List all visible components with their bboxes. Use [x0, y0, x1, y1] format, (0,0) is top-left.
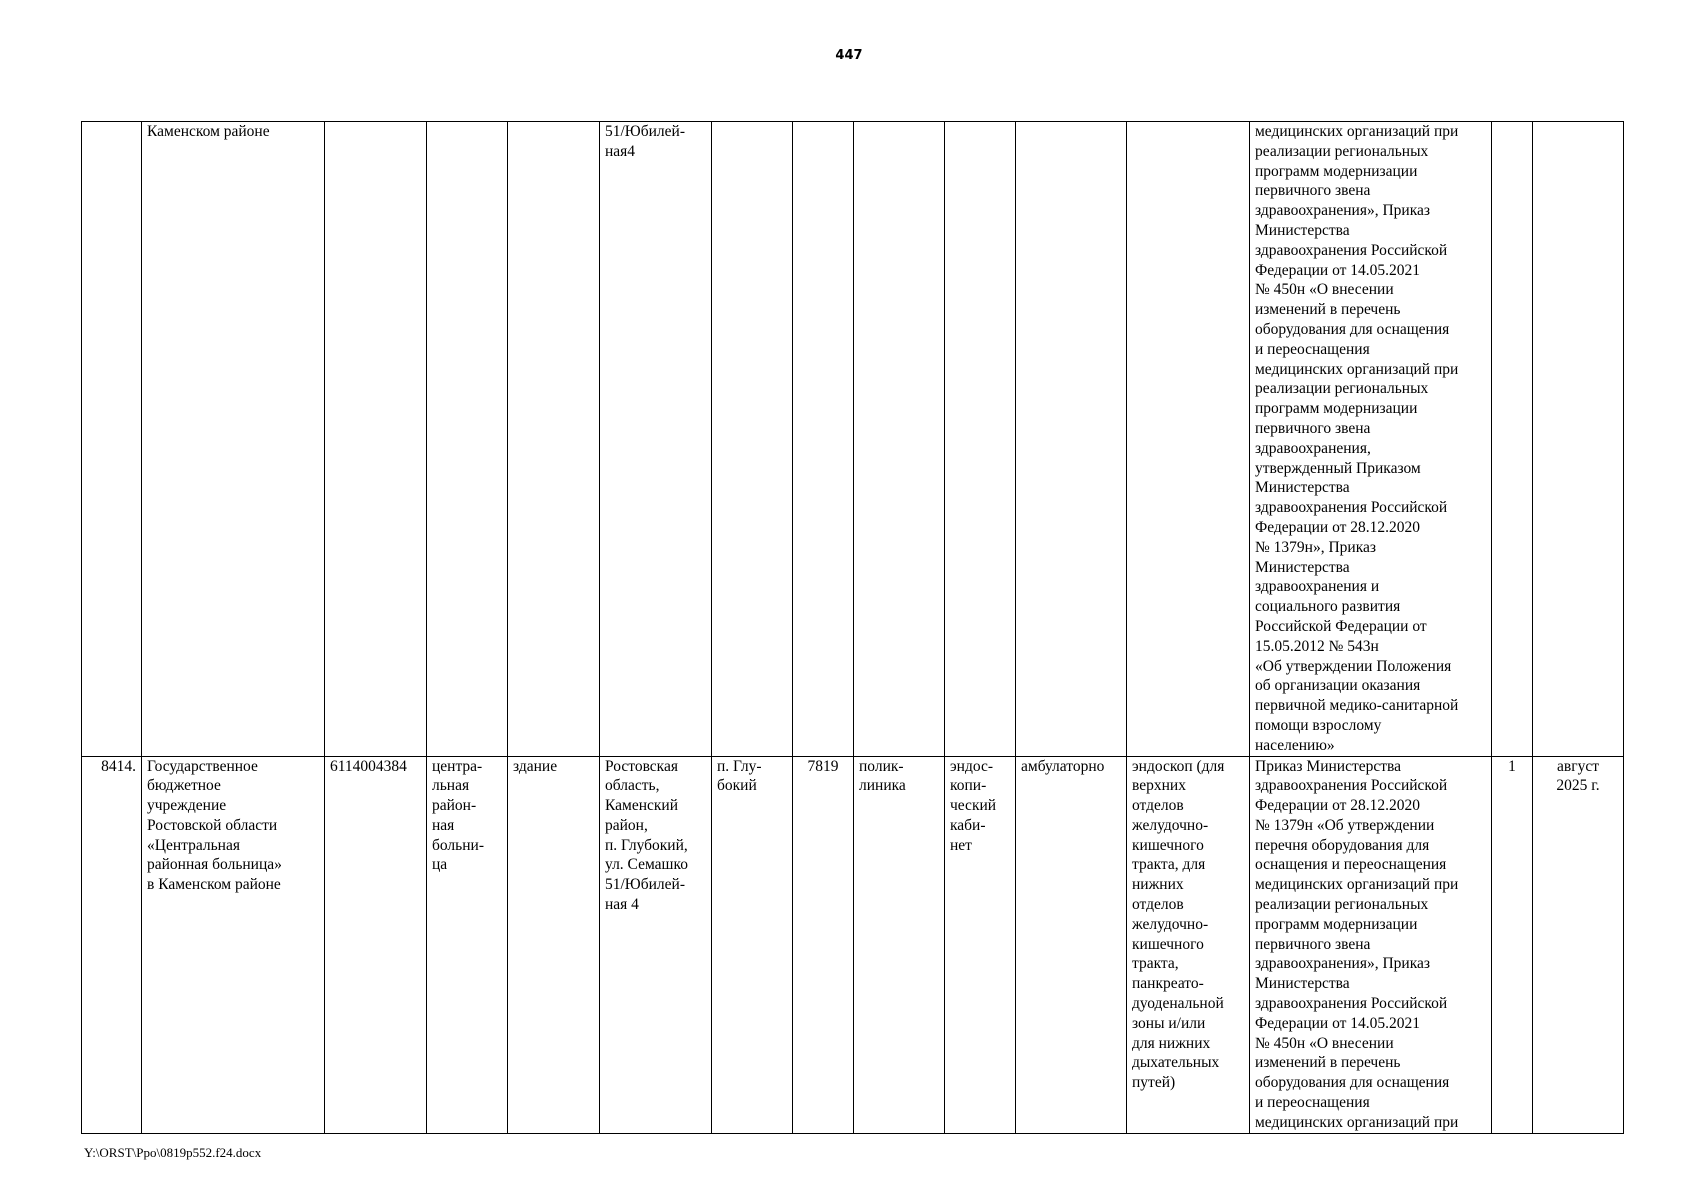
cell-room [945, 122, 1016, 757]
cell-institution: Государственное бюджетное учреждение Ростовской области «Центральная районная больница» в Каменском районе [142, 756, 325, 1133]
table-row [82, 122, 1624, 757]
cell-address: 51/Юбилей- ная4 [600, 122, 712, 757]
cell-institution: Каменском районе [142, 122, 325, 757]
cell-conditions [1016, 122, 1127, 757]
cell-institution-type: центра- льная район- ная больни- ца [427, 756, 508, 1133]
cell-row-number: 8414. [82, 756, 142, 1133]
cell-quantity: 1 [1492, 756, 1533, 1133]
cell-code [793, 122, 854, 757]
cell-quantity [1492, 122, 1533, 757]
cell-inn [325, 122, 427, 757]
cell-unit [854, 122, 945, 757]
file-path-footer: Y:\ORST\Ppo\0819p552.f24.docx [84, 1145, 262, 1160]
cell-date: август 2025 г. [1533, 756, 1624, 1133]
cell-unit: полик- линика [854, 756, 945, 1133]
cell-row-number [82, 122, 142, 757]
page-number: 447 [835, 48, 863, 63]
table-row [82, 756, 1624, 1133]
cell-basis: Приказ Министерства здравоохранения Российской Федерации от 28.12.2020 № 1379н «Об утверждении перечня оборудования для оснащения и переоснащения медицинских организаций при реализации региональных программ модернизации первичного звена здравоохранения», Приказ Министерства здравоохранения Российской Федерации от 14.05.2021 № 450н «О внесении изменений в перечень оборудования для оснащения и переоснащения медицинских организаций при [1250, 756, 1492, 1133]
cell-code: 7819 [793, 756, 854, 1133]
cell-basis: медицинских организаций при реализации региональных программ модернизации первичного звена здравоохранения», Приказ Министерства здравоохранения Российской Федерации от 14.05.2021 № 450н «О внесении изменений в перечень оборудования для оснащения и переоснащения медицинских организаций при реализации региональных программ модернизации первичного звена здравоохранения, утвержденный Приказом Министерства здравоохранения Российской Федерации от 28.12.2020 № 1379н», Приказ Министерства здравоохранения и социального развития Российской Федерации от 15.05.2012 № 543н «Об утверждении Положения об организации оказания первичной медико-санитарной помощи взрослому населению» [1250, 122, 1492, 757]
cell-equipment: эндоскоп (для верхних отделов желудочно- кишечного тракта, для нижних отделов желудочно- кишечного тракта, панкреато- дуоденальной зоны и/или для нижних дыхательных путей) [1127, 756, 1250, 1133]
cell-locality: п. Глу- бокий [712, 756, 793, 1133]
cell-date [1533, 122, 1624, 757]
cell-room: эндос- копи- ческий каби- нет [945, 756, 1016, 1133]
data-table [81, 121, 1624, 1134]
cell-object: здание [508, 756, 600, 1133]
cell-locality [712, 122, 793, 757]
cell-address: Ростовская область, Каменский район, п. Глубокий, ул. Семашко 51/Юбилей- ная 4 [600, 756, 712, 1133]
cell-object [508, 122, 600, 757]
cell-conditions: амбулаторно [1016, 756, 1127, 1133]
cell-inn: 6114004384 [325, 756, 427, 1133]
cell-equipment [1127, 122, 1250, 757]
cell-institution-type [427, 122, 508, 757]
